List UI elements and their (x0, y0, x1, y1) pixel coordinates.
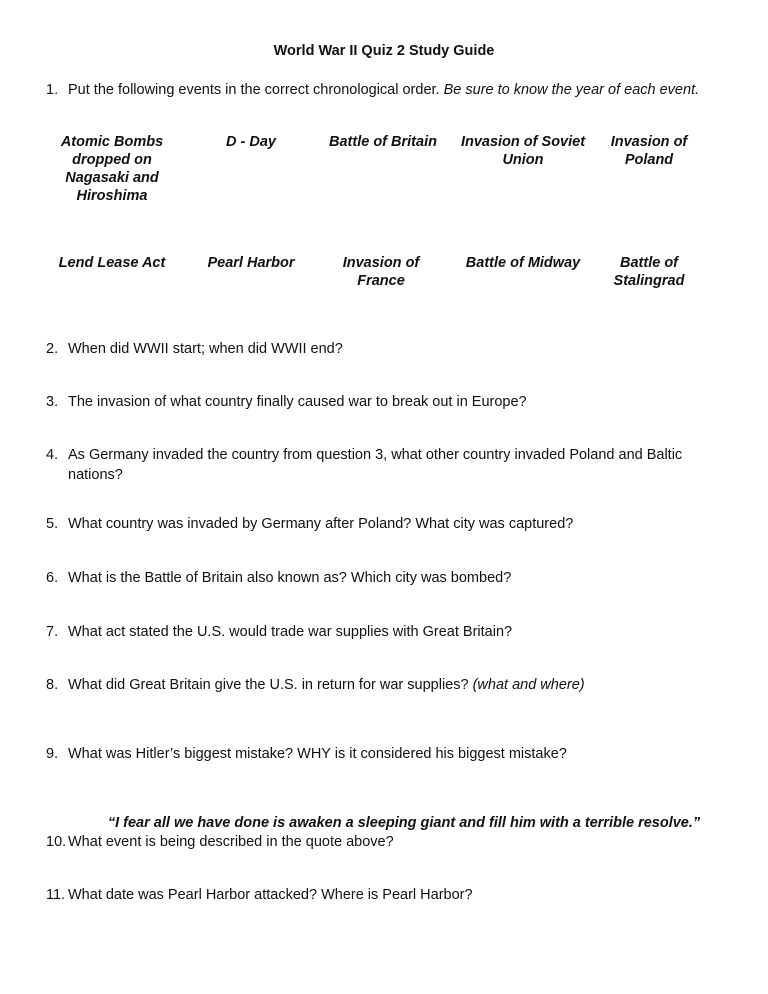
question-text: When did WWII start; when did WWII end? (68, 341, 343, 357)
question-10 (46, 832, 726, 852)
question-5 (46, 514, 726, 534)
question-text: Put the following events in the correct chronological order. (68, 82, 444, 98)
event-pearl-harbor: Pearl Harbor (207, 255, 295, 271)
event-lend-lease-act: Lend Lease Act (58, 255, 166, 271)
event-atomic-bombs: Atomic Bombs dropped on Nagasaki and Hiroshima (60, 134, 164, 204)
question-number: 5. (46, 516, 59, 532)
question-number: 11. (46, 887, 66, 903)
question-9 (46, 744, 726, 764)
question-number: 7. (46, 624, 59, 640)
question-text: What date was Pearl Harbor attacked? Where is Pearl Harbor? (68, 887, 473, 903)
question-1 (46, 80, 726, 100)
question-number: 9. (46, 746, 59, 762)
question-text: What was Hitler’s biggest mistake? WHY is it considered his biggest mistake? (68, 746, 567, 762)
question-8 (46, 675, 726, 695)
question-number: 3. (46, 394, 59, 410)
quote: “I fear all we have done is awaken a sleeping giant and fill him with a terrible resolve.” (107, 815, 701, 831)
question-7 (46, 622, 726, 642)
question-number: 4. (46, 447, 59, 463)
question-text: What country was invaded by Germany after Poland? What city was captured? (68, 516, 574, 532)
event-invasion-soviet-union: Invasion of Soviet Union (460, 134, 586, 168)
question-number: 1. (46, 82, 59, 98)
event-battle-of-stalingrad: Battle of Stalingrad (613, 255, 685, 289)
question-6 (46, 568, 726, 588)
event-battle-of-midway: Battle of Midway (465, 255, 581, 271)
question-3 (46, 392, 726, 412)
question-text: What is the Battle of Britain also known as? Which city was bombed? (68, 570, 512, 586)
question-number: 6. (46, 570, 59, 586)
question-note: (what and where) (472, 677, 585, 693)
event-invasion-france: Invasion of France (342, 255, 420, 289)
question-text: What act stated the U.S. would trade war supplies with Great Britain? (68, 624, 513, 640)
question-text: What did Great Britain give the U.S. in return for war supplies? (68, 677, 473, 693)
page-title: World War II Quiz 2 Study Guide (273, 43, 495, 59)
question-number: 8. (46, 677, 59, 693)
event-battle-of-britain: Battle of Britain (329, 134, 437, 150)
question-text: The invasion of what country finally caused war to break out in Europe? (68, 394, 527, 410)
question-note: Be sure to know the year of each event. (443, 82, 700, 98)
event-invasion-poland: Invasion of Poland (610, 134, 688, 168)
question-4 (46, 445, 726, 485)
question-text: As Germany invaded the country from question 3, what other country invaded Poland and Baltic nations? (68, 447, 683, 483)
question-number: 2. (46, 341, 59, 357)
event-d-day: D - Day (226, 134, 276, 150)
question-number: 10. (46, 834, 67, 850)
question-text: What event is being described in the quote above? (68, 834, 394, 850)
question-11 (46, 885, 726, 905)
question-2 (46, 339, 726, 359)
